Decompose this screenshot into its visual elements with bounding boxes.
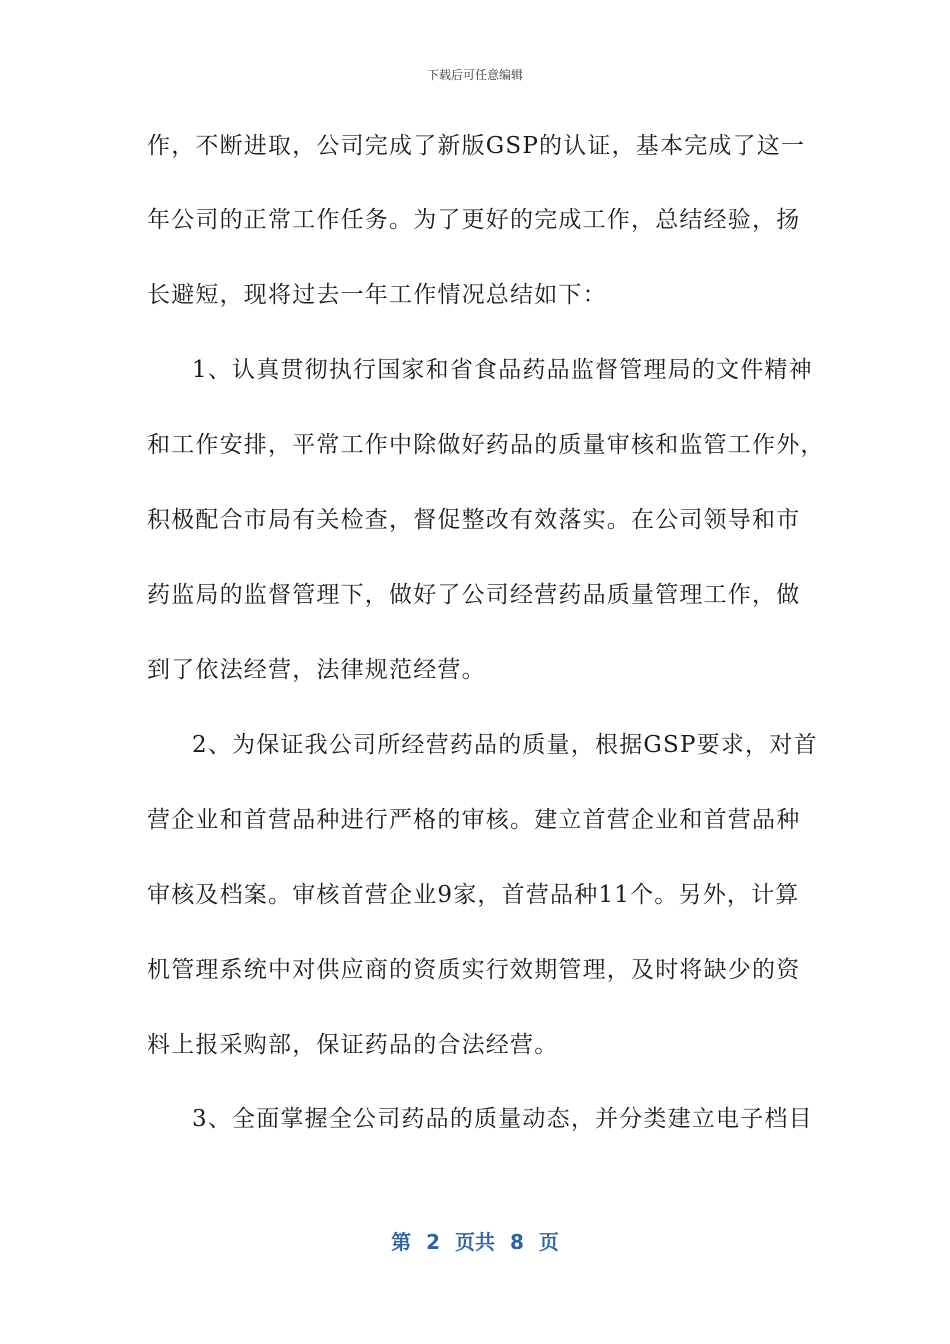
text-line: 作，不断进取，公司完成了新版GSP的认证，基本完成了这一 <box>147 133 806 159</box>
text-line: 2、为保证我公司所经营药品的质量，根据GSP要求，对首 <box>192 732 818 758</box>
text-line: 积极配合市局有关检查，督促整改有效落实。在公司领导和市 <box>147 507 801 533</box>
text-line: 机管理系统中对供应商的资质实行效期管理，及时将缺少的资 <box>147 957 801 983</box>
text-line: 3、全面掌握全公司药品的质量动态，并分类建立电子档目 <box>192 1106 813 1132</box>
text-line: 长避短，现将过去一年工作情况总结如下： <box>147 282 607 308</box>
text-line: 年公司的正常工作任务。为了更好的完成工作，总结经验，扬 <box>147 207 801 233</box>
text-line: 营企业和首营品种进行严格的审核。建立首营企业和首营品种 <box>147 807 801 833</box>
page-footer <box>0 1226 950 1255</box>
total-pages-number: 8 <box>509 1230 524 1254</box>
page-total-label: 页共 <box>455 1230 495 1254</box>
text-line: 料上报采购部，保证药品的合法经营。 <box>147 1032 559 1058</box>
page-end-label: 页 <box>538 1230 559 1254</box>
text-line: 药监局的监督管理下，做好了公司经营药品质量管理工作，做 <box>147 582 801 608</box>
header-note: 下载后可任意编辑 <box>426 68 523 82</box>
current-page-number: 2 <box>426 1230 441 1254</box>
page-label: 第 <box>391 1230 412 1254</box>
text-line: 1、认真贯彻执行国家和省食品药品监督管理局的文件精神 <box>192 357 813 383</box>
text-line: 和工作安排，平常工作中除做好药品的质量审核和监管工作外， <box>147 432 825 458</box>
text-line: 到了依法经营，法律规范经营。 <box>147 657 486 683</box>
text-line: 审核及档案。审核首营企业9家，首营品种11个。另外，计算 <box>147 882 800 908</box>
